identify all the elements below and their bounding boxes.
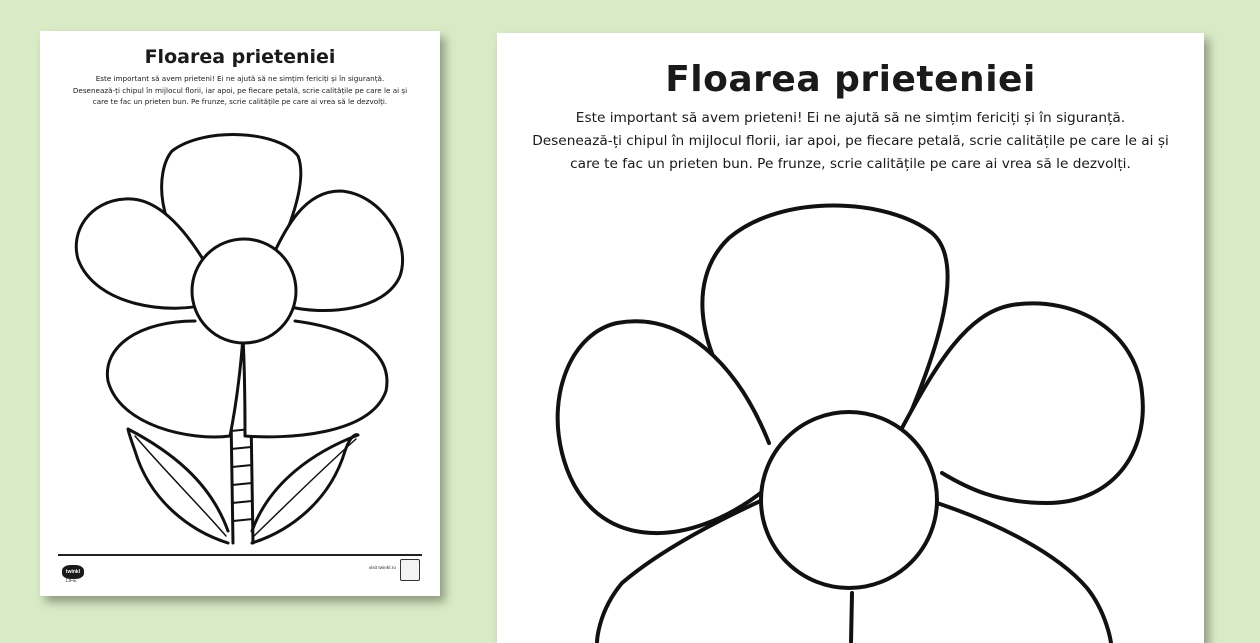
instruction-line-2: Desenează-ți chipul în mijlocul florii, iar apoi, pe fiecare petală, scrie calitățile pe care le ai și	[72, 85, 408, 95]
worksheet-preview-zoomed	[497, 33, 1204, 643]
leaf-left-vein	[135, 436, 226, 536]
instruction-line-1: Este important să avem prieteni! Ei ne ajută să ne simțim fericiți și în siguranță.	[95, 74, 385, 83]
instruction-line-2-large: Desenează-ți chipul în mijlocul florii, iar apoi, pe fiecare petală, scrie calitățile pe care le ai și	[532, 133, 1169, 149]
footer-url: visit twinkl.ro	[368, 566, 396, 571]
worksheet-preview-small	[40, 31, 440, 596]
worksheet-title-large: Floarea prieteniei	[665, 59, 1036, 100]
instruction-line-3-large: care te fac un prieten bun. Pe frunze, scrie calitățile pe care ai vrea să le dezvolți.	[570, 156, 1131, 172]
stem-stripes	[231, 429, 253, 521]
logo-badge: twinkl	[62, 565, 84, 579]
brand-logo	[58, 559, 88, 585]
leaf-right-vein	[254, 439, 356, 536]
worksheet-title: Floarea prieteniei	[144, 46, 336, 68]
flower-outline-drawing-large	[497, 33, 1204, 643]
flower-centre	[192, 239, 296, 343]
petal-bottom-right-large	[937, 503, 1111, 643]
stem-large	[851, 593, 852, 643]
instruction-line-3: care te fac un prieten bun. Pe frunze, scrie calitățile pe care ai vrea să le dezvolți.	[92, 97, 388, 106]
footer-divider	[58, 554, 422, 556]
flower-outline-drawing	[40, 31, 440, 596]
flower-centre-large	[761, 412, 937, 588]
instruction-line-1-large: Este important să avem prieteni! Ei ne ajută să ne simțim fericiți și în siguranță.	[575, 110, 1126, 126]
logo-subtitle: LIFE	[66, 578, 77, 584]
footer-badge-icon	[400, 559, 420, 581]
